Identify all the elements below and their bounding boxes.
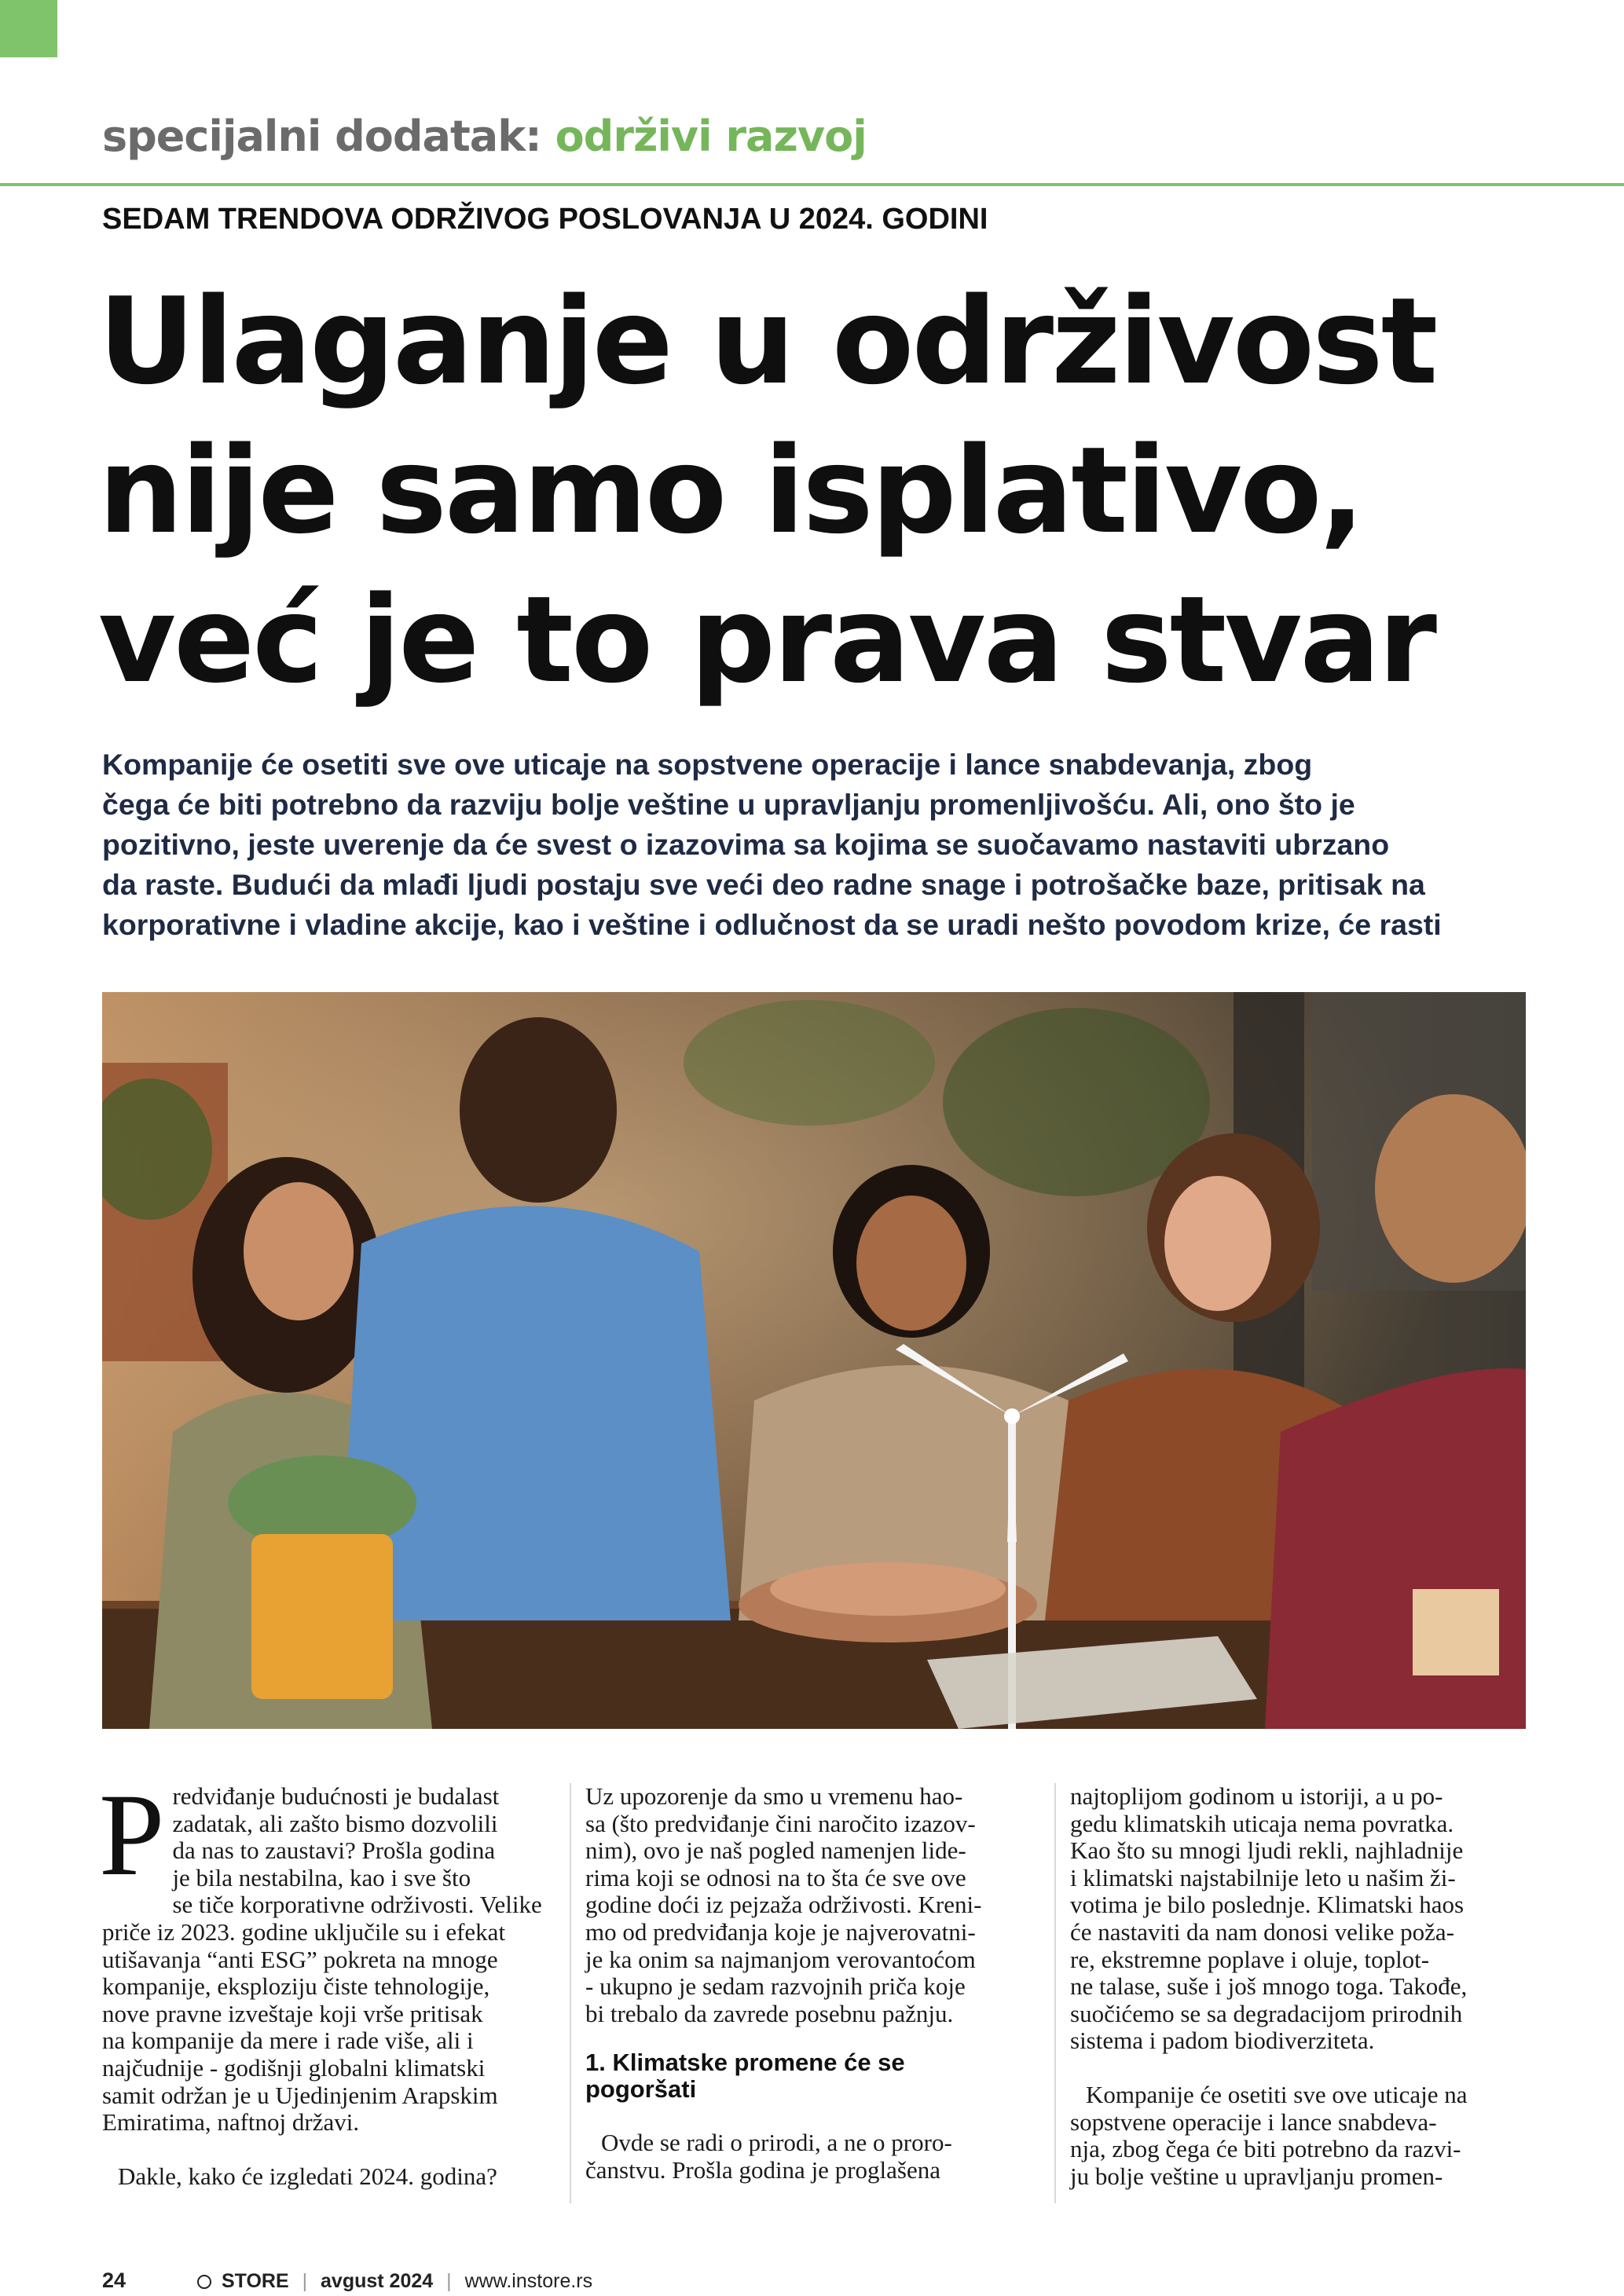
- section-label-accent: održivi razvoj: [555, 112, 867, 161]
- text-line: godine doći iz pejzaža održivosti. Kreni-: [585, 1891, 982, 1919]
- text-line: i klimatski najstabilnije leto u našim ži-: [1070, 1863, 1456, 1891]
- store-logo-icon: [197, 2275, 211, 2289]
- body-column-1: [99, 1770, 542, 2190]
- text-line: nove pravne izveštaje koji vrše pritisak: [102, 1999, 483, 2027]
- lede-line: čega će biti potrebno da razviju bolje veštine u upravljanju promenljivošću. Ali, ono što je: [102, 788, 1355, 821]
- text-line: sopstvene operacije i lance snabdeva-: [1070, 2107, 1437, 2136]
- text-line: utišavanja “anti ESG” pokreta na mnoge: [102, 1945, 498, 1973]
- lede-line: pozitivno, jeste uverenje da će svest o izazovima sa kojima se suočavamo nastaviti ubrzano: [102, 828, 1390, 861]
- text-line: je ka onim sa najmanjom verovantoćom: [585, 1945, 976, 1973]
- text-line: je bila nestabilna, kao i sve što: [172, 1863, 471, 1891]
- text-line: mo od predviđanja koje je najverovatni-: [585, 1917, 976, 1946]
- text-line: će nastaviti da nam donosi velike poža-: [1070, 1917, 1454, 1946]
- article-kicker: SEDAM TRENDOVA ODRŽIVOG POSLOVANJA U 2024. GODINI: [102, 203, 988, 236]
- column-divider: [570, 1783, 571, 2203]
- article-headline: [98, 267, 1591, 715]
- headline-line: već je to prava stvar: [98, 570, 1435, 709]
- text-line: da nas to zaustavi? Prošla godina: [172, 1836, 496, 1865]
- text-line: se tiče korporativne održivosti. Velike: [172, 1891, 542, 1919]
- text-line: re, ekstremne poplave i oluje, toplot-: [1070, 1945, 1430, 1973]
- paragraph: [1070, 1783, 1510, 2055]
- team-hands-photo-illustration: [102, 992, 1526, 1729]
- section-subheading: [585, 2049, 1025, 2103]
- column-divider: [1054, 1783, 1056, 2203]
- text-line: Uz upozorenje da smo u vremenu hao-: [585, 1782, 963, 1810]
- text-line: čanstvu. Prošla godina je proglašena: [585, 2155, 940, 2184]
- text-line: ne talase, suše i još mnogo toga. Takođe,: [1070, 1972, 1468, 2001]
- section-label-lead: specijalni dodatak:: [102, 112, 541, 161]
- section-rule: [0, 183, 1624, 186]
- body-column-3: [1070, 1783, 1510, 2190]
- text-line: najčudnije - godišnji globalni klimatski: [102, 2053, 486, 2082]
- footer-url[interactable]: www.instore.rs: [464, 2270, 593, 2292]
- text-line: Kompanije će osetiti sve ove uticaje na: [1086, 2080, 1468, 2108]
- paragraph: [1070, 2082, 1510, 2190]
- subheading-line: pogoršati: [585, 2075, 697, 2104]
- section-label: [102, 112, 867, 161]
- text-line: bi trebalo da zavrede posebnu pažnju.: [585, 1999, 954, 2027]
- text-line: Dakle, kako će izgledati 2024. godina?: [118, 2162, 497, 2190]
- article-photo: [102, 992, 1526, 1729]
- footer-separator: |: [446, 2270, 452, 2292]
- text-line: samit održan je u Ujedinjenim Arapskim: [102, 2081, 498, 2109]
- text-line: zadatak, ali zašto bismo dozvolili: [172, 1809, 498, 1837]
- page-footer: [102, 2269, 592, 2292]
- headline-line: nije samo isplativo,: [98, 421, 1363, 560]
- lede-line: Kompanije će osetiti sve ove uticaje na sopstvene operacije i lance snabdevanja, zbog: [102, 748, 1313, 781]
- text-line: - ukupno je sedam razvojnih priča koje: [585, 1972, 966, 2001]
- brand-name: STORE: [221, 2270, 289, 2292]
- headline-line: Ulaganje u održivost: [98, 272, 1436, 411]
- text-line: nja, zbog čega će biti potrebno da razvi-: [1070, 2135, 1461, 2163]
- page-number: 24: [102, 2269, 126, 2292]
- paragraph: [585, 1783, 1025, 2027]
- text-line: rima koji se odnosi na to šta će sve ove: [585, 1863, 966, 1891]
- text-line: ju bolje veštine u upravljanju promen-: [1070, 2162, 1443, 2190]
- lede-line: korporativne i vladine akcije, kao i veštine i odlučnost da se uradi nešto povodom krize, će rasti: [102, 908, 1442, 941]
- text-line: gedu klimatskih uticaja nema povratka.: [1070, 1809, 1454, 1837]
- drop-cap: P: [99, 1770, 165, 1900]
- text-line: Emiratima, naftnoj državi.: [102, 2108, 360, 2137]
- text-line: najtoplijom godinom u istoriji, a u po-: [1070, 1782, 1443, 1810]
- subheading-line: 1. Klimatske promene će se: [585, 2049, 905, 2077]
- text-line: Kao što su mnogi ljudi rekli, najhladnije: [1070, 1836, 1464, 1865]
- article-lede: [102, 745, 1532, 945]
- text-line: priče iz 2023. godine uključile su i efekat: [102, 1917, 506, 1946]
- body-column-2: [585, 1783, 1025, 2184]
- text-line: nim), ovo je naš pogled namenjen lide-: [585, 1836, 966, 1865]
- text-line: redviđanje budućnosti je budalast: [172, 1782, 500, 1810]
- text-line: sistema i padom biodiverziteta.: [1070, 2027, 1375, 2055]
- text-line: na kompanije da mere i rade više, ali i: [102, 2027, 474, 2055]
- text-line: suočićemo se sa degradacijom prirodnih: [1070, 1999, 1463, 2027]
- text-line: sa (što predviđanje čini naročito izazov-: [585, 1809, 976, 1837]
- paragraph: [585, 2129, 1025, 2184]
- footer-separator: |: [302, 2270, 308, 2292]
- issue-date: avgust 2024: [321, 2270, 434, 2292]
- paragraph: [99, 1770, 542, 2137]
- lede-line: da raste. Budući da mlađi ljudi postaju sve veći deo radne snage i potrošačke baze, pritisak na: [102, 868, 1425, 901]
- text-line: Ovde se radi o prirodi, a ne o proro-: [601, 2129, 952, 2157]
- text-line: votima je bilo poslednje. Klimatski haos: [1070, 1891, 1465, 1919]
- paragraph: [102, 2163, 542, 2191]
- text-line: kompanije, eksploziju čiste tehnologije,: [102, 1972, 490, 2001]
- corner-color-tab: [0, 0, 57, 57]
